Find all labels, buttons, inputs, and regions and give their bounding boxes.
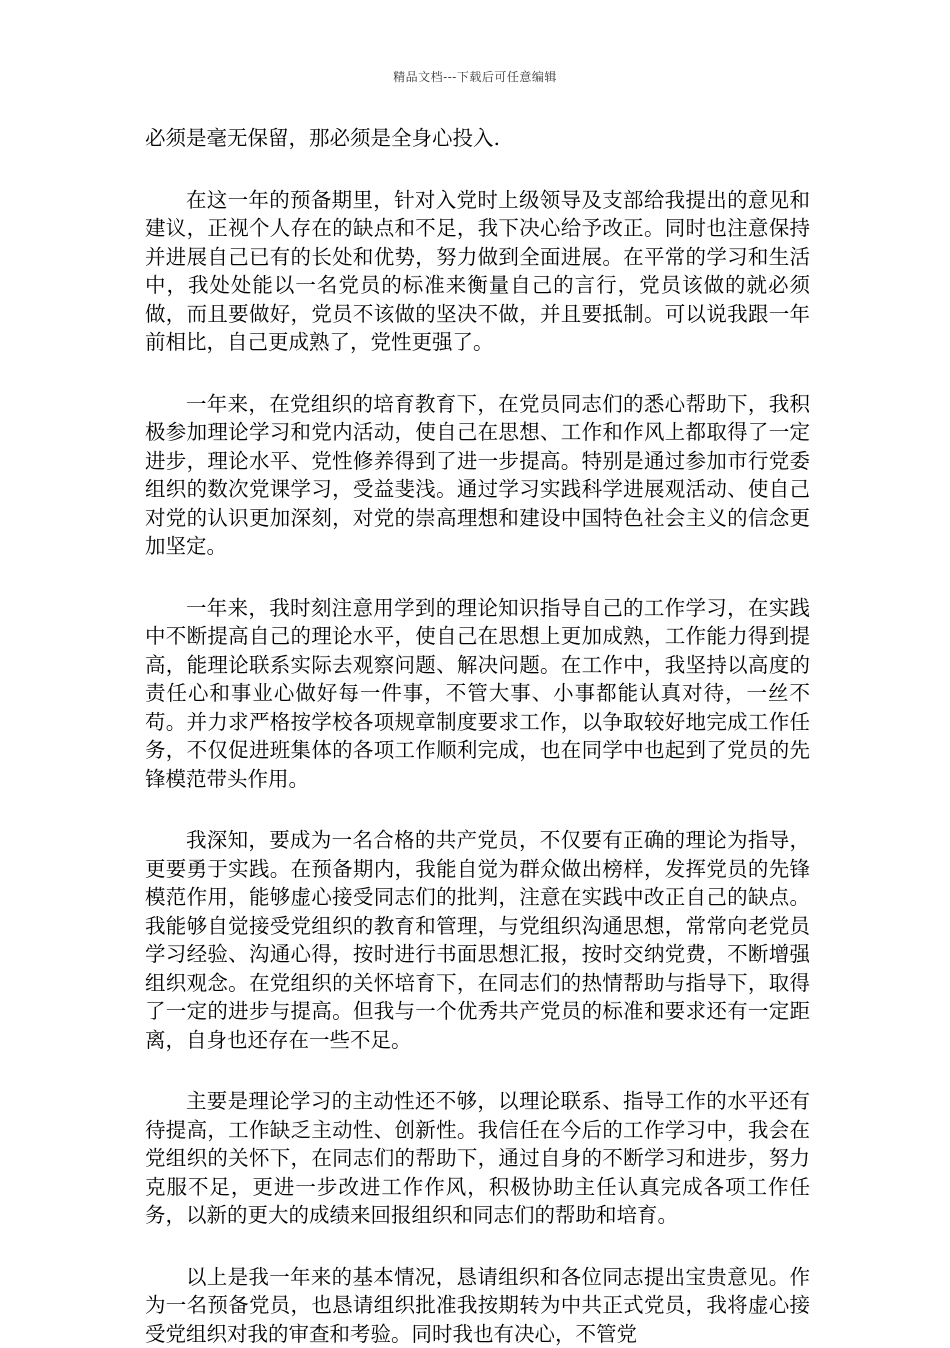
page-header: 精品文档---下载后可任意编辑	[0, 68, 950, 85]
paragraph-continuation: 必须是毫无保留，那必须是全身心投入.	[145, 124, 810, 153]
paragraph-conclusion: 以上是我一年来的基本情况，恳请组织和各位同志提出宝贵意见。作为一名预备党员，也恳请组织批准我按期转为中共正式党员，我将虚心接受党组织对我的审查和考验。同时我也有决心，不管党	[145, 1263, 810, 1348]
paragraph-shortcomings: 主要是理论学习的主动性还不够，以理论联系、指导工作的水平还有待提高，工作缺乏主动性、创新性。我信任在今后的工作学习中，我会在党组织的关怀下，在同志们的帮助下，通过自身的不断学习和进步，努力克服不足，更进一步改进工作作风，积极协助主任认真完成各项工作任务，以新的更大的成绩来回报组织和同志们的帮助和培育。	[145, 1087, 810, 1230]
paragraph-work-practice: 一年来，我时刻注意用学到的理论知识指导自己的工作学习，在实践中不断提高自己的理论水平，使自己在思想上更加成熟，工作能力得到提高，能理论联系实际去观察问题、解决问题。在工作中，我坚持以高度的责任心和事业心做好每一件事，不管大事、小事都能认真对待，一丝不苟。并力求严格按学校各项规章制度要求工作，以争取较好地完成工作任务，不仅促进班集体的各项工作顺利完成，也在同学中也起到了党员的先锋模范带头作用。	[145, 594, 810, 794]
paragraph-theory-study: 一年来，在党组织的培育教育下，在党员同志们的悉心帮助下，我积极参加理论学习和党内活动，使自己在思想、工作和作风上都取得了一定进步，理论水平、党性修养得到了进一步提高。特别是通过参加市行党委组织的数次党课学习，受益斐浅。通过学习实践科学进展观活动、使自己对党的认识更加深刻，对党的崇高理想和建设中国特色社会主义的信念更加坚定。	[145, 390, 810, 561]
paragraph-self-improvement: 我深知，要成为一名合格的共产党员，不仅要有正确的理论为指导，更要勇于实践。在预备期内，我能自觉为群众做出榜样，发挥党员的先锋模范作用，能够虚心接受同志们的批判，注意在实践中改正自己的缺点。我能够自觉接受党组织的教育和管理，与党组织沟通思想，常常向老党员学习经验、沟通心得，按时进行书面思想汇报，按时交纳党费，不断增强组织观念。在党组织的关怀培育下，在同志们的热情帮助与指导下，取得了一定的进步与提高。但我与一个优秀共产党员的标准和要求还有一定距离，自身也还存在一些不足。	[145, 826, 810, 1054]
paragraph-probation-period: 在这一年的预备期里，针对入党时上级领导及支部给我提出的意见和建议，正视个人存在的缺点和不足，我下决心给予改正。同时也注意保持并进展自己已有的长处和优势，努力做到全面进展。在平常的学习和生活中，我处处能以一名党员的标准来衡量自己的言行，党员该做的就必须做，而且要做好，党员不该做的坚决不做，并且要抵制。可以说我跟一年前相比，自己更成熟了，党性更强了。	[145, 186, 810, 357]
document-body	[145, 124, 810, 1348]
